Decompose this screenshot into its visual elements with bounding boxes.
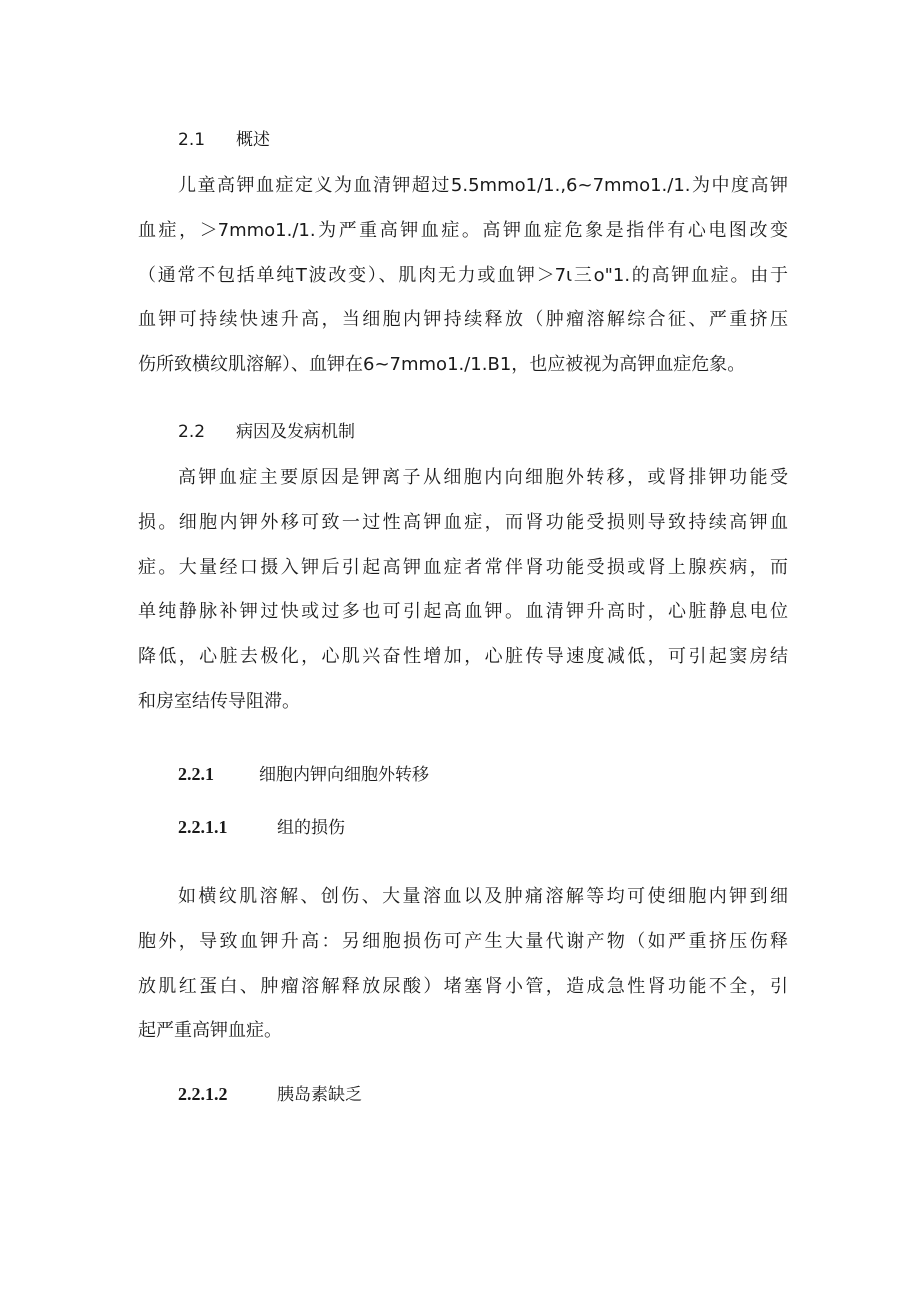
- section-number: 2.2.1.2: [178, 1084, 228, 1104]
- text-line: 胞外，导致血钾升高：另细胞损伤可产生大量代谢产物（如严重挤压伤释: [138, 930, 788, 952]
- section-number: 2.2: [178, 422, 206, 442]
- section-title: 病因及发病机制: [236, 422, 355, 442]
- section-heading-2-2-1: [138, 762, 788, 787]
- paragraph-overview: [138, 164, 788, 388]
- paragraph-tissue-injury: [138, 875, 788, 1054]
- section-title: 细胞内钾向细胞外转移: [259, 765, 429, 785]
- text-line: 伤所致横纹肌溶解）、血钾在6~7mmo1./1.B1，也应被视为高钾血症危象。: [138, 354, 746, 376]
- section-number: 2.2.1.1: [178, 817, 228, 837]
- section-title: 胰岛素缺乏: [277, 1085, 362, 1105]
- section-heading-2-1: [138, 128, 788, 152]
- text-line: 症。大量经口摄入钾后引起高钾血症者常伴肾功能受损或肾上腺疾病，而: [138, 556, 788, 578]
- section-heading-2-2-1-2: [138, 1082, 788, 1107]
- text-line: 损。细胞内钾外移可致一过性高钾血症，而肾功能受损则导致持续高钾血: [138, 511, 788, 533]
- section-title: 概述: [236, 130, 270, 150]
- section-number: 2.2.1: [178, 764, 214, 784]
- text-line: 和房室结传导阻滞。: [138, 690, 300, 712]
- text-line: 降低，心脏去极化，心肌兴奋性增加，心脏传导速度减低，可引起窦房结: [138, 646, 788, 668]
- text-line: 单纯静脉补钾过快或过多也可引起高血钾。血清钾升高时，心脏静息电位: [138, 601, 788, 623]
- section-heading-2-2: [138, 420, 788, 444]
- paragraph-etiology: [138, 456, 788, 725]
- text-line: 如横纹肌溶解、创伤、大量溶血以及肿痛溶解等均可使细胞内钾到细: [178, 886, 788, 907]
- section-title: 组的损伤: [277, 818, 345, 838]
- text-line: 血钾可持续快速升高，当细胞内钾持续释放（肿瘤溶解综合征、严重挤压: [138, 309, 788, 331]
- section-number: 2.1: [178, 130, 206, 150]
- section-heading-2-2-1-1: [138, 815, 788, 840]
- text-line: （通常不包括单纯T波改变）、肌肉无力或血钾＞7ι三o"1.的高钾血症。由于: [138, 264, 788, 286]
- text-line: 起严重高钾血症。: [138, 1020, 282, 1042]
- text-line: 血症，＞7mmo1./1.为严重高钾血症。高钾血症危象是指伴有心电图改变: [138, 219, 788, 241]
- text-line: 高钾血症主要原因是钾离子从细胞内向细胞外转移，或肾排钾功能受: [178, 467, 788, 488]
- text-line: 儿童高钾血症定义为血清钾超过5.5mmo1/1.,6~7mmo1./1.为中度高钾: [178, 175, 788, 196]
- text-line: 放肌红蛋白、肿瘤溶解释放尿酸）堵塞肾小管，造成急性肾功能不全，引: [138, 975, 788, 997]
